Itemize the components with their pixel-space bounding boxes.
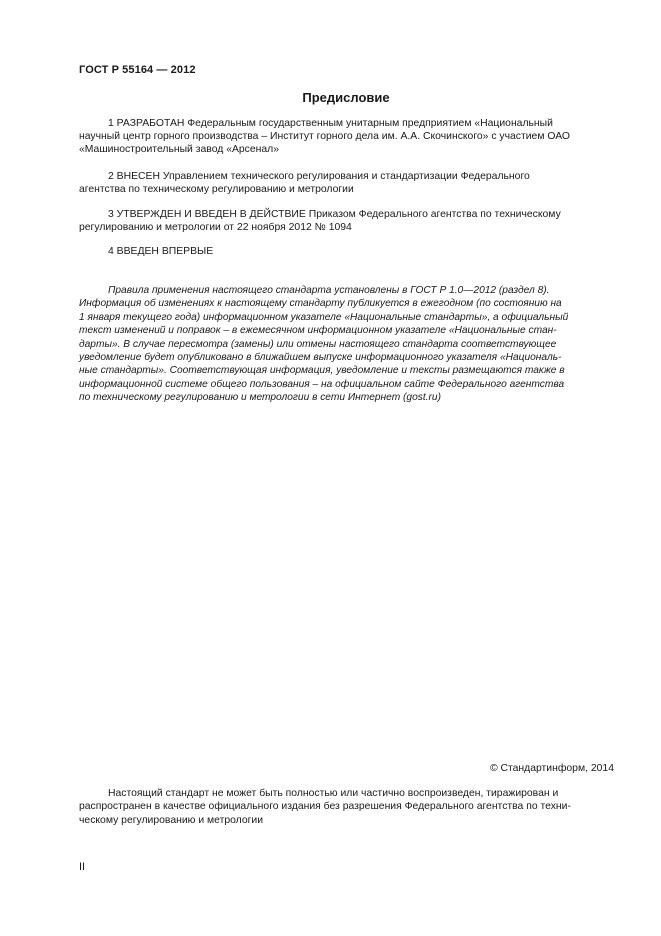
note-line: Правила применения настоящего стандарта установлены в ГОСТ Р 1.0—2012 (раздел 8). [108,285,550,296]
note-line: Информация об изменениях к настоящему стандарту публикуется в ежегодном (по состоянию на [79,298,562,310]
paragraph-developed [79,117,613,157]
note-line: дарты». В случае пересмотра (замены) или отмены настоящего стандарта соответствующее [79,338,557,350]
note-line: ные стандарты». Соответствующая информация, уведомление и тексты размещаются также в [79,365,565,377]
document-code: ГОСТ Р 55164 — 2012 [79,64,196,76]
paragraph-introduced [79,170,613,196]
paragraph-line: научный центр горного производства – Институт горного дела им. А.А. Скочинского» с участием ОАО [79,131,571,143]
page-number: II [79,861,86,873]
paragraph-approved [79,208,613,234]
paragraph-line: 1 РАЗРАБОТАН Федеральным государственным унитарным предприятием «Национальный [108,118,553,129]
application-rules-note [79,284,613,405]
notice-line: распространен в качестве официального издания без разрешения Федерального агентства по техни- [79,801,571,813]
paragraph-line: 3 УТВЕРЖДЕН И ВВЕДЕН В ДЕЙСТВИЕ Приказом Федерального агентства по техническому [108,209,561,220]
copyright-notice: © Стандартинформ, 2014 [489,763,614,774]
note-line: по техническому регулированию и метрологии в сети Интернет (gost.ru) [79,392,441,404]
paragraph-line: «Машиностроительный завод «Арсенал» [79,144,280,156]
paragraph-line: регулированию и метрологии от 22 ноября 2012 № 1094 [79,222,352,234]
paragraph-line: 4 ВВЕДЕН ВПЕРВЫЕ [108,246,214,257]
page-title: Предисловие [302,90,390,105]
note-line: уведомление будет опубликовано в ближайшем выпуске информационного указателя «Националь- [79,352,562,364]
paragraph-line: агентства по техническому регулированию и метрологии [79,184,354,196]
notice-line: ческому регулированию и метрологии [79,814,264,826]
paragraph-first-introduced [79,245,613,258]
note-line: 1 января текущего года) информационном указателе «Национальные стандарты», а официальный [79,311,569,323]
note-line: текст изменений и поправок – в ежемесячном информационном указателе «Национальные стан- [79,325,557,337]
paragraph-line: 2 ВНЕСЕН Управлением технического регулирования и стандартизации Федерального [108,171,530,182]
reproduction-notice [79,787,613,827]
notice-line: Настоящий стандарт не может быть полностью или частично воспроизведен, тиражирован и [108,788,559,799]
note-line: информационной системе общего пользования – на официальном сайте Федерального агентства [79,378,565,390]
